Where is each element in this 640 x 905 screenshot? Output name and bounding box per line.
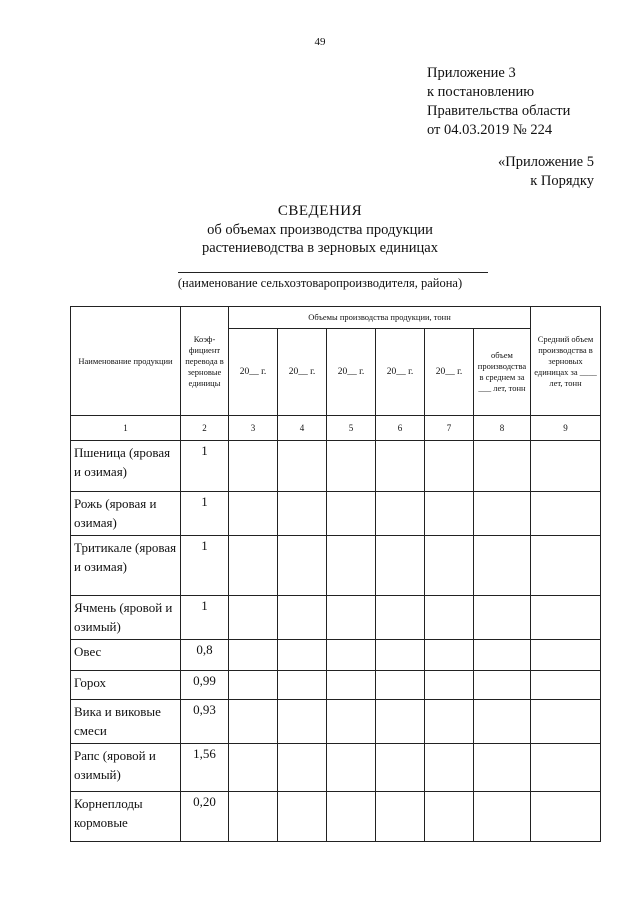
appendix-line-1: Приложение 3 [427,65,516,81]
data-cell[interactable] [327,744,376,792]
data-cell[interactable] [425,671,474,700]
column-number: 3 [229,416,278,441]
data-cell[interactable] [474,671,531,700]
column-number: 2 [181,416,229,441]
header-coef: Коэффициент перевода в зерновые единицы [181,307,229,416]
data-cell[interactable] [425,700,474,744]
conversion-coefficient: 0,99 [181,671,229,700]
data-cell[interactable] [327,441,376,492]
appendix-line-2: к постановлению [427,84,535,100]
data-cell[interactable] [531,671,601,700]
table-row [71,596,601,640]
data-cell[interactable] [327,596,376,640]
product-name: Горох [71,671,181,700]
header-year: 20__ г. [278,329,327,416]
data-cell[interactable] [327,700,376,744]
page-number: 49 [314,36,326,48]
data-cell[interactable] [474,640,531,671]
column-number: 8 [474,416,531,441]
data-cell[interactable] [229,792,278,842]
data-cell[interactable] [278,492,327,536]
data-cell[interactable] [474,492,531,536]
data-cell[interactable] [229,671,278,700]
data-cell[interactable] [474,744,531,792]
data-cell[interactable] [278,700,327,744]
conversion-coefficient: 1 [181,492,229,536]
column-number: 6 [376,416,425,441]
producer-fill-line [178,272,488,273]
product-name: Корнеплоды кормовые [71,792,181,842]
data-cell[interactable] [229,441,278,492]
conversion-coefficient: 1,56 [181,744,229,792]
data-cell[interactable] [531,492,601,536]
document-title: СВЕДЕНИЯ [277,203,363,219]
data-cell[interactable] [229,492,278,536]
data-cell[interactable] [531,744,601,792]
data-cell[interactable] [425,536,474,596]
column-number: 5 [327,416,376,441]
header-avg-grain: Средний объем производства в зерновых единицах за ____ лет, тонн [531,307,601,416]
appendix-line-3: Правительства области [427,103,571,119]
appendix-block [427,64,570,140]
data-cell[interactable] [474,596,531,640]
data-cell[interactable] [376,700,425,744]
order-line-2: к Порядку [530,173,594,189]
conversion-coefficient: 1 [181,536,229,596]
data-cell[interactable] [425,640,474,671]
data-cell[interactable] [474,536,531,596]
product-name: Тритикале (яровая и озимая) [71,536,181,596]
data-cell[interactable] [425,744,474,792]
product-name: Пшеница (яровая и озимая) [71,441,181,492]
data-cell[interactable] [376,596,425,640]
data-cell[interactable] [229,536,278,596]
data-cell[interactable] [376,671,425,700]
order-reference [498,153,594,191]
table-row [71,700,601,744]
data-cell[interactable] [376,640,425,671]
column-number: 1 [71,416,181,441]
data-cell[interactable] [531,792,601,842]
producer-caption: (наименование сельхозтоваропроизводителя, района) [177,276,463,290]
header-year: 20__ г. [376,329,425,416]
data-cell[interactable] [376,536,425,596]
header-volumes-group: Объемы производства продукции, тонн [229,307,531,329]
column-number: 9 [531,416,601,441]
header-avg-volume: объем производства в среднем за ___ лет, тонн [474,329,531,416]
product-name: Вика и виковые смеси [71,700,181,744]
header-name: Наименование продукции [71,307,181,416]
table-row [71,640,601,671]
data-cell[interactable] [376,744,425,792]
document-subtitle [0,221,640,257]
data-cell[interactable] [425,441,474,492]
table-row [71,536,601,596]
data-cell[interactable] [531,700,601,744]
data-cell[interactable] [531,441,601,492]
data-cell[interactable] [229,640,278,671]
data-cell[interactable] [278,792,327,842]
conversion-coefficient: 0,93 [181,700,229,744]
table-row [71,492,601,536]
data-cell[interactable] [278,744,327,792]
data-cell[interactable] [531,640,601,671]
conversion-coefficient: 0,20 [181,792,229,842]
header-year: 20__ г. [425,329,474,416]
table-row [71,441,601,492]
conversion-coefficient: 1 [181,596,229,640]
header-year: 20__ г. [327,329,376,416]
data-cell[interactable] [376,441,425,492]
data-cell[interactable] [376,792,425,842]
data-cell[interactable] [474,700,531,744]
data-cell[interactable] [327,640,376,671]
data-cell[interactable] [327,536,376,596]
product-name: Ячмень (яровой и озимый) [71,596,181,640]
data-cell[interactable] [278,671,327,700]
data-cell[interactable] [278,640,327,671]
data-cell[interactable] [278,536,327,596]
data-cell[interactable] [229,596,278,640]
data-cell[interactable] [229,744,278,792]
data-cell[interactable] [327,671,376,700]
product-name: Рожь (яровая и озимая) [71,492,181,536]
data-cell[interactable] [327,792,376,842]
production-table [70,306,601,842]
subtitle-line-1: об объемах производства продукции [207,222,433,238]
data-cell[interactable] [278,596,327,640]
data-cell[interactable] [376,492,425,536]
header-year: 20__ г. [229,329,278,416]
column-number-row [71,416,601,441]
data-cell[interactable] [229,700,278,744]
order-line-1: «Приложение 5 [498,154,594,170]
data-cell[interactable] [425,492,474,536]
table-row [71,792,601,842]
column-number: 4 [278,416,327,441]
data-cell[interactable] [425,596,474,640]
subtitle-line-2: растениеводства в зерновых единицах [201,240,438,256]
data-cell[interactable] [474,792,531,842]
data-cell[interactable] [327,492,376,536]
table-row [71,744,601,792]
data-cell[interactable] [278,441,327,492]
column-number: 7 [425,416,474,441]
table-row [71,671,601,700]
conversion-coefficient: 1 [181,441,229,492]
appendix-line-4: от 04.03.2019 № 224 [427,122,553,138]
data-cell[interactable] [531,536,601,596]
product-name: Овес [71,640,181,671]
conversion-coefficient: 0,8 [181,640,229,671]
data-cell[interactable] [474,441,531,492]
product-name: Рапс (яровой и озимый) [71,744,181,792]
data-cell[interactable] [531,596,601,640]
data-cell[interactable] [425,792,474,842]
